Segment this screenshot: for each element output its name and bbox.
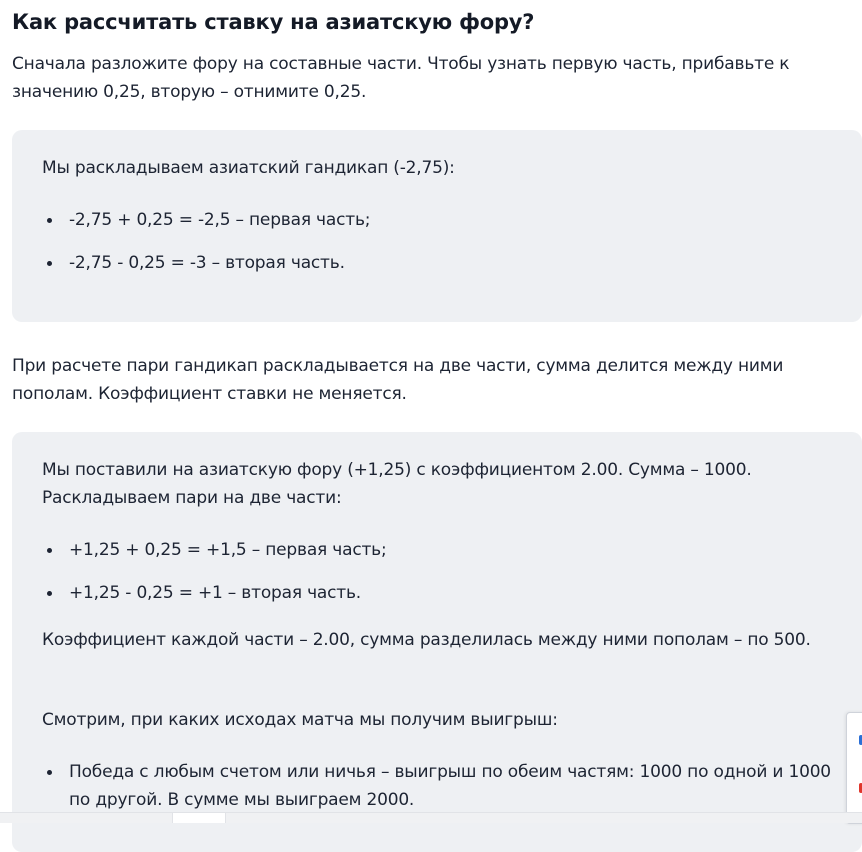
outcomes-intro: Смотрим, при каких исходах матча мы получим выигрыш: (42, 710, 558, 730)
outcomes-list (42, 758, 832, 814)
list-item: +1,25 - 0,25 = +1 – вторая часть. (42, 579, 832, 607)
list-item: +1,25 + 0,25 = +1,5 – первая часть; (42, 536, 832, 564)
intro-paragraph: Сначала разложите фору на составные части. Чтобы узнать первую часть, прибавьте к значению 0,25, вторую – отнимите 0,25. (12, 54, 790, 102)
bottom-scrollbar[interactable] (0, 812, 862, 823)
example-box-handicap-split (12, 130, 862, 322)
example-list (42, 206, 832, 277)
example-box-bet-calculation (12, 432, 862, 852)
example-intro: Мы раскладываем азиатский гандикап (-2,75): (42, 158, 455, 178)
calculation-paragraph: При расчете пари гандикап раскладывается на две части, сумма делится между ними пополам. Коэффициент ставки не меняется. (12, 356, 784, 404)
list-item: Победа с любым счетом или ничья – выигрыш по обеим частям: 1000 по одной и 1000 по другой. В сумме мы выиграем 2000. (42, 758, 832, 814)
coefficient-text: Коэффициент каждой части – 2.00, сумма разделилась между ними пополам – по 500. (42, 630, 811, 650)
article-heading: Как рассчитать ставку на азиатскую фору? (12, 10, 535, 34)
list-item: -2,75 - 0,25 = -3 – вторая часть. (42, 249, 832, 277)
side-feedback-widget[interactable] (846, 712, 862, 824)
list-item: -2,75 + 0,25 = -2,5 – первая часть; (42, 206, 832, 234)
example-intro: Мы поставили на азиатскую фору (+1,25) с коэффициентом 2.00. Сумма – 1000. Раскладываем пари на две части: (42, 460, 752, 508)
example-list (42, 536, 832, 607)
